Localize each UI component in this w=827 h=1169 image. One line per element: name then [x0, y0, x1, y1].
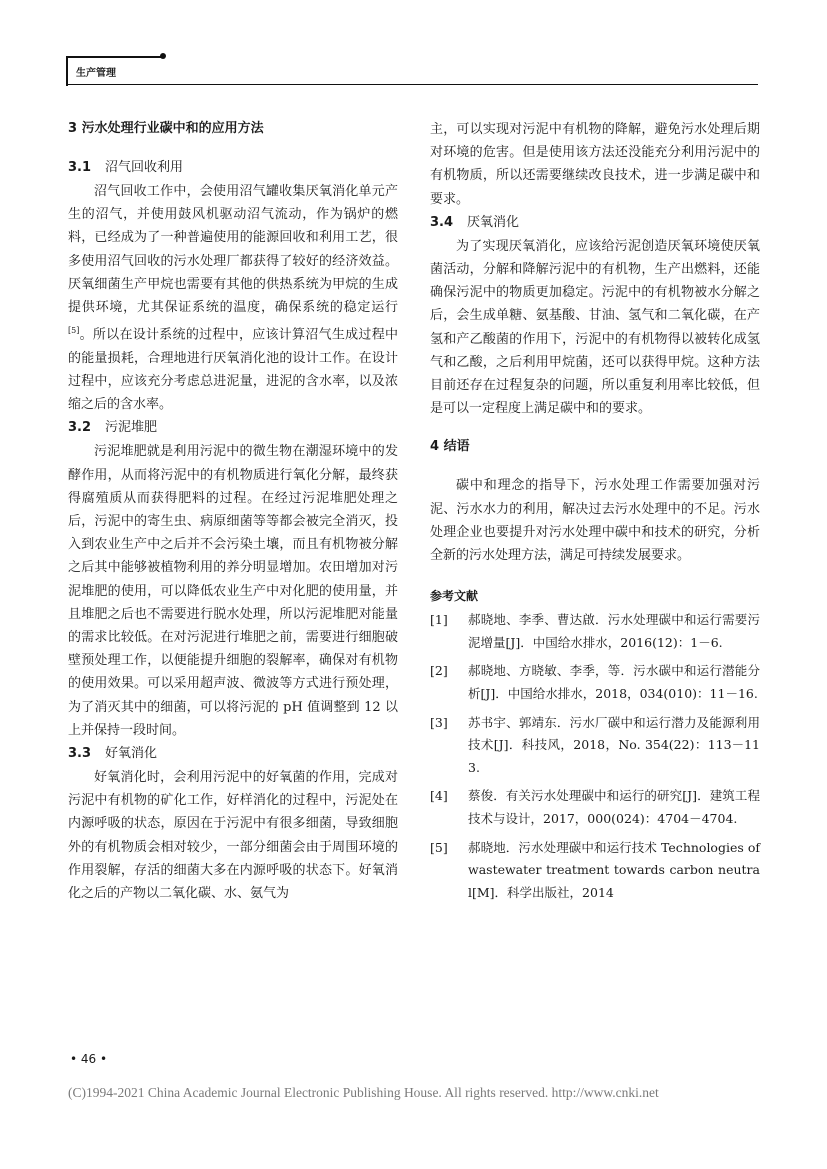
header-rule-top	[66, 56, 162, 58]
section-3-2-heading	[68, 416, 398, 440]
reference-index: [1]	[430, 612, 448, 628]
section-3-3-body: 好氧消化时，会利用污泥中的好氧菌的作用，完成对污泥中有机物的矿化工作，好样消化的过程中，污泥处在内源呼吸的状态，原因在于污泥中有很多细菌，导致细胞外的有机物质会相对较少，一部分细菌会由于周围环境的作用裂解，存活的细菌大多在内源呼吸的状态下。好氧消化之后的产物以二氧化碳、水、氨气为	[68, 770, 398, 902]
section-3-heading: 3 污水处理行业碳中和的应用方法	[68, 121, 264, 136]
reference-index: [5]	[430, 839, 448, 855]
reference-item	[430, 660, 760, 705]
section-3-1-body	[68, 180, 398, 416]
reference-index: [2]	[430, 663, 448, 679]
header-rule-left	[66, 56, 68, 86]
section-title: 污泥堆肥	[105, 420, 158, 436]
reference-item	[430, 609, 760, 654]
section-number: 3.2	[68, 420, 92, 436]
reference-index: [3]	[430, 714, 448, 730]
reference-text: 蔡俊．有关污水处理碳中和运行的研究[J]．建筑工程技术与设计，2017，000(024)：4704－4704.	[468, 788, 760, 826]
reference-item	[430, 712, 760, 780]
running-header	[66, 56, 758, 86]
header-rule-bottom	[66, 84, 758, 85]
section-title: 沼气回收利用	[105, 160, 184, 175]
section-number: 3.4	[430, 214, 454, 230]
paragraph-text: 。所以在设计系统的过程中，应该计算沼气生成过程中的能量损耗，合理地进行厌氧消化池的设计工作。在设计过程中，应该充分考虑总进泥量，进泥的含水率，以及浓缩之后的含水率。	[68, 327, 398, 413]
section-title: 厌氧消化	[467, 214, 520, 230]
section-number: 3.1	[68, 160, 92, 175]
reference-item	[430, 837, 760, 905]
reference-item	[430, 785, 760, 830]
copyright-notice: (C)1994-2021 China Academic Journal Electronic Publishing House. All rights reserved. http://www.cnki.net	[68, 1085, 659, 1100]
section-label: 生产管理	[76, 68, 116, 79]
section-4-heading: 4 结语	[430, 439, 470, 455]
section-title: 好氧消化	[105, 746, 158, 761]
paragraph-text: 沼气回收工作中，会使用沼气罐收集厌氧消化单元产生的沼气，并使用鼓风机驱动沼气流动，作为锅炉的燃料，已经成为了一种普遍使用的能源回收和利用工艺，很多使用沼气回收的污水处理厂都获得了较好的经济效益。厌氧细菌生产甲烷也需要有其他的供热系统为甲烷的生成提供环境，尤其保证系统的温度，确保系统的稳定运行	[68, 184, 398, 316]
section-3-1-heading	[68, 156, 398, 180]
section-3-3-heading	[68, 742, 398, 766]
section-3-3-continued: 主，可以实现对污泥中有机物的降解，避免污水处理后期对环境的危害。但是使用该方法还没能充分利用污泥中的有机物质，所以还需要继续改良技术，进一步满足碳中和要求。	[430, 122, 760, 207]
section-3-4-body: 为了实现厌氧消化，应该给污泥创造厌氧环境使厌氧菌活动，分解和降解污泥中的有机物，生产出燃料，还能确保污泥中的物质更加稳定。污泥中的有机物被水分解之后，会生成单糖、氨基酸、甘油、氢气和二氧化碳，在产氢和产乙酸菌的作用下，污泥中的有机物得以被转化成氢气和乙酸，之后利用甲烷菌，还可以获得甲烷。这种方法目前还存在过程复杂的问题，所以重复利用率比较低，但是可以一定程度上满足碳中和的要求。	[430, 238, 760, 417]
reference-list	[430, 609, 760, 904]
reference-text: 郝晓地．污水处理碳中和运行技术 Technologies of wastewater treatment towards carbon neutral[M]．科学出版社，2014	[468, 839, 760, 900]
conclusion-body: 碳中和理念的指导下，污水处理工作需要加强对污泥、污水水力的利用，解决过去污水处理中的不足。污水处理企业也要提升对污水处理中碳中和技术的研究，分析全新的污水处理方法，满足可持续发展要求。	[430, 478, 760, 564]
right-column	[430, 118, 760, 910]
reference-text: 郝晓地、李季、曹达啟．污水处理碳中和运行需要污泥增量[J]．中国给水排水，2016(12)：1－6.	[468, 612, 760, 650]
page-number: • 46 •	[70, 1052, 108, 1066]
references-title: 参考文献	[430, 589, 479, 604]
reference-index: [4]	[430, 788, 448, 804]
reference-text: 郝晓地、方晓敏、李季，等．污水碳中和运行潜能分析[J]．中国给水排水，2018，034(010)：11－16.	[468, 663, 760, 702]
section-3-4-heading	[430, 211, 760, 235]
section-3-2-body: 污泥堆肥就是利用污泥中的微生物在潮湿环境中的发酵作用，从而将污泥中的有机物质进行氧化分解，最终获得腐殖质从而获得肥料的过程。在经过污泥堆肥处理之后，污泥中的寄生虫、病原细菌等等都会被完全消灭，投入到农业生产中之后并不会污染土壤，而且有机物被分解之后其中能够被植物利用的养分明显增加。农田增加对污泥堆肥的使用，可以降低农业生产中对化肥的使用量，并且堆肥之后也不需要进行脱水处理，所以污泥堆肥对能量的需求比较低。在对污泥进行堆肥之前，需要进行细胞破壁预处理工作，以便能提升细胞的裂解率，确保对有机物的使用效果。可以采用超声波、微波等方式进行预处理，为了消灭其中的细菌，可以将污泥的 pH 值调整到 12 以上并保持一段时间。	[68, 444, 398, 738]
section-number: 3.3	[68, 746, 92, 761]
citation-mark: [5]	[68, 326, 80, 336]
left-column	[68, 118, 398, 905]
reference-text: 苏书宇、郭靖东．污水厂碳中和运行潜力及能源利用技术[J]．科技风，2018，No. 354(22)：113－113.	[468, 714, 760, 775]
header-dot	[160, 53, 166, 59]
